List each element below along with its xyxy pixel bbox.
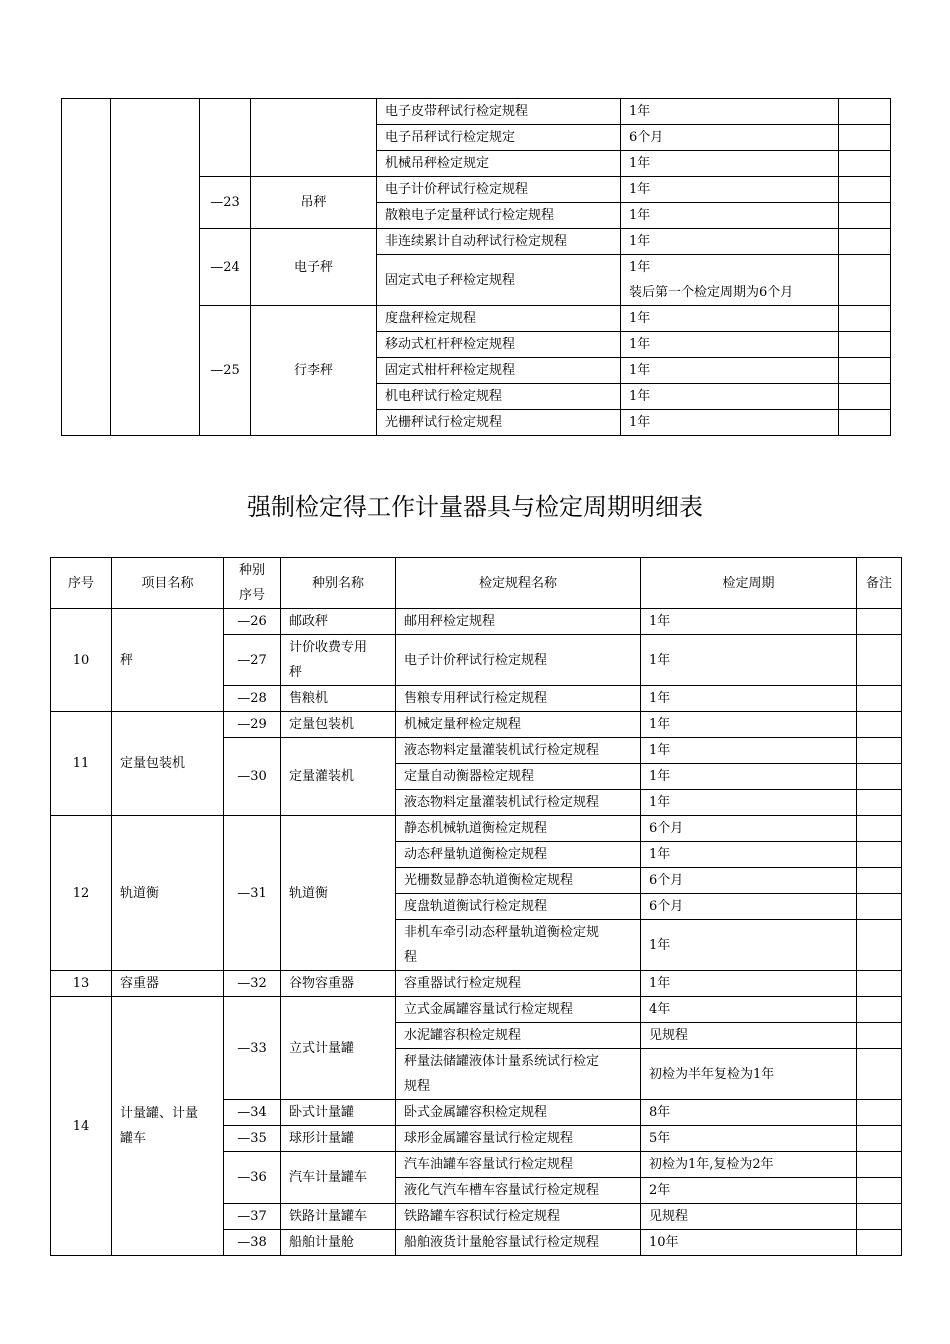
regulation-cell: 船舶液货计量舱容量试行检定规程: [396, 1230, 641, 1256]
period-cell: 1年: [621, 203, 839, 229]
remark-cell: [857, 1178, 902, 1204]
type-name-cell: 铁路计量罐车: [281, 1204, 396, 1230]
regulation-cell: 液态物料定量灌装机试行检定规程: [396, 790, 641, 816]
seq-cell: 11: [51, 712, 112, 816]
regulation-cell: 邮用秤检定规程: [396, 609, 641, 635]
item-name-cell: [111, 99, 200, 436]
regulation-cell: 固定式柑杆秤检定规程: [377, 358, 621, 384]
regulation-cell: 静态机械轨道衡检定规程: [396, 816, 641, 842]
period-cell: [621, 255, 839, 306]
remark-cell: [857, 1230, 902, 1256]
type-code-cell: —26: [224, 609, 281, 635]
type-name-cell: 邮政秤: [281, 609, 396, 635]
table-row: [51, 712, 902, 738]
regulation-cell: [396, 1049, 641, 1100]
period-cell: 1年: [641, 686, 857, 712]
item-name-cell: 定量包装机: [112, 712, 224, 816]
remark-cell: [839, 255, 891, 306]
regulation-cell: 度盘轨道衡试行检定规程: [396, 894, 641, 920]
type-name-cell: 谷物容重器: [281, 971, 396, 997]
regulation-cell: 移动式杠杆秤检定规程: [377, 332, 621, 358]
type-code-cell: —29: [224, 712, 281, 738]
table-row: [51, 816, 902, 842]
item-name-cell: 轨道衡: [112, 816, 224, 971]
continuation-table: [61, 98, 891, 436]
remark-cell: [857, 1152, 902, 1178]
seq-cell: [62, 99, 111, 436]
period-cell: 6个月: [641, 868, 857, 894]
regulation-cell: 液态物料定量灌装机试行检定规程: [396, 738, 641, 764]
remark-cell: [839, 358, 891, 384]
remark-cell: [857, 635, 902, 686]
item-name-cell-line: 罐车: [120, 1131, 147, 1146]
type-name-cell: 球形计量罐: [281, 1126, 396, 1152]
period-cell: 6个月: [641, 816, 857, 842]
header-type-code-line: 种别: [238, 563, 265, 578]
type-name-cell: 电子秤: [251, 229, 377, 306]
type-code-cell: —32: [224, 971, 281, 997]
remark-cell: [857, 790, 902, 816]
header-type-code-line: 序号: [238, 588, 265, 603]
remark-cell: [839, 177, 891, 203]
type-name-cell: [281, 635, 396, 686]
regulation-cell: 度盘秤检定规程: [377, 306, 621, 332]
period-cell: 初检为1年,复检为2年: [641, 1152, 857, 1178]
period-cell: 1年: [641, 971, 857, 997]
period-cell: 1年: [621, 177, 839, 203]
regulation-cell-line: 秤量法储罐液体计量系统试行检定: [404, 1054, 600, 1069]
period-cell: 1年: [621, 358, 839, 384]
seq-cell: 12: [51, 816, 112, 971]
regulation-cell: 球形金属罐容量试行检定规程: [396, 1126, 641, 1152]
header-seq: 序号: [51, 558, 112, 609]
type-code-cell: —24: [200, 229, 251, 306]
page-title: 强制检定得工作计量器具与检定周期明细表: [247, 493, 703, 521]
period-cell: 1年: [641, 738, 857, 764]
remark-cell: [839, 306, 891, 332]
period-cell: 6个月: [621, 125, 839, 151]
period-cell: 1年: [641, 609, 857, 635]
regulation-cell-line: 规程: [404, 1079, 431, 1094]
type-name-cell: 轨道衡: [281, 816, 396, 971]
regulation-cell-line: 程: [404, 950, 418, 965]
period-cell: 1年: [641, 764, 857, 790]
header-period: 检定周期: [641, 558, 857, 609]
remark-cell: [857, 997, 902, 1023]
remark-cell: [857, 1100, 902, 1126]
regulation-cell: 卧式金属罐容积检定规程: [396, 1100, 641, 1126]
remark-cell: [839, 125, 891, 151]
regulation-cell: 电子吊秤试行检定规定: [377, 125, 621, 151]
type-name-cell: 船舶计量舱: [281, 1230, 396, 1256]
remark-cell: [839, 151, 891, 177]
type-name-cell: 立式计量罐: [281, 997, 396, 1100]
type-code-cell: —33: [224, 997, 281, 1100]
remark-cell: [857, 1204, 902, 1230]
type-name-cell: 吊秤: [251, 177, 377, 229]
regulation-cell: 电子计价秤试行检定规程: [377, 177, 621, 203]
type-name-cell: 汽车计量罐车: [281, 1152, 396, 1204]
type-name-cell: 定量包装机: [281, 712, 396, 738]
regulation-cell: 动态秤量轨道衡检定规程: [396, 842, 641, 868]
type-code-cell: —23: [200, 177, 251, 229]
remark-cell: [839, 384, 891, 410]
type-code-cell: —28: [224, 686, 281, 712]
seq-cell: 10: [51, 609, 112, 712]
period-cell: 1年: [641, 842, 857, 868]
remark-cell: [857, 816, 902, 842]
remark-cell: [857, 764, 902, 790]
period-cell: 1年: [641, 635, 857, 686]
regulation-cell: 电子计价秤试行检定规程: [396, 635, 641, 686]
remark-cell: [839, 203, 891, 229]
remark-cell: [857, 609, 902, 635]
type-code-cell: —27: [224, 635, 281, 686]
period-cell: 2年: [641, 1178, 857, 1204]
period-cell: 1年: [641, 920, 857, 971]
regulation-cell-line: 非机车牵引动态秤量轨道衡检定规: [404, 925, 600, 940]
type-code-cell: —37: [224, 1204, 281, 1230]
remark-cell: [839, 99, 891, 125]
item-name-cell: 秤: [112, 609, 224, 712]
period-cell: 1年: [621, 229, 839, 255]
seq-cell: 13: [51, 971, 112, 997]
regulation-cell: 固定式电子秤检定规程: [377, 255, 621, 306]
item-name-cell: 容重器: [112, 971, 224, 997]
regulation-cell: 定量自动衡器检定规程: [396, 764, 641, 790]
table-row: [51, 609, 902, 635]
regulation-cell: 汽车油罐车容量试行检定规程: [396, 1152, 641, 1178]
type-name-cell: [251, 99, 377, 177]
type-code-cell: —35: [224, 1126, 281, 1152]
period-cell: 1年: [621, 332, 839, 358]
remark-cell: [857, 868, 902, 894]
regulation-cell: 铁路罐车容积试行检定规程: [396, 1204, 641, 1230]
remark-cell: [839, 229, 891, 255]
type-code-cell: —31: [224, 816, 281, 971]
regulation-cell: 机械吊秤检定规定: [377, 151, 621, 177]
remark-cell: [857, 1049, 902, 1100]
regulation-cell: 液化气汽车槽车容量试行检定规程: [396, 1178, 641, 1204]
regulation-cell: 水泥罐容积检定规程: [396, 1023, 641, 1049]
item-name-cell-line: 计量罐、计量: [120, 1106, 199, 1121]
type-name-cell: 卧式计量罐: [281, 1100, 396, 1126]
type-code-cell: —38: [224, 1230, 281, 1256]
period-cell: 1年: [621, 99, 839, 125]
type-name-cell: 定量灌装机: [281, 738, 396, 816]
header-item-name: 项目名称: [112, 558, 224, 609]
regulation-cell: [396, 920, 641, 971]
period-cell: 4年: [641, 997, 857, 1023]
header-regulation: 检定规程名称: [396, 558, 641, 609]
period-cell-line: 装后第一个检定周期为6个月: [629, 285, 794, 300]
period-cell: 1年: [621, 384, 839, 410]
period-cell: 1年: [641, 712, 857, 738]
period-cell: 1年: [621, 410, 839, 436]
type-name-cell: 售粮机: [281, 686, 396, 712]
period-cell: 10年: [641, 1230, 857, 1256]
remark-cell: [857, 1126, 902, 1152]
regulation-cell: 散粮电子定量秤试行检定规程: [377, 203, 621, 229]
remark-cell: [857, 1023, 902, 1049]
item-name-cell: [112, 997, 224, 1256]
type-name-cell-line: 秤: [289, 665, 303, 680]
type-code-cell: —30: [224, 738, 281, 816]
remark-cell: [857, 971, 902, 997]
period-cell: 见规程: [641, 1023, 857, 1049]
remark-cell: [839, 410, 891, 436]
remark-cell: [839, 332, 891, 358]
table-header-row: [51, 558, 902, 609]
type-code-cell: —34: [224, 1100, 281, 1126]
remark-cell: [857, 920, 902, 971]
period-cell: 见规程: [641, 1204, 857, 1230]
table-row: [51, 997, 902, 1023]
remark-cell: [857, 894, 902, 920]
period-cell: 6个月: [641, 894, 857, 920]
table-row: [51, 971, 902, 997]
regulation-cell: 容重器试行检定规程: [396, 971, 641, 997]
header-type-name: 种别名称: [281, 558, 396, 609]
regulation-cell: 机电秤试行检定规程: [377, 384, 621, 410]
remark-cell: [857, 712, 902, 738]
regulation-cell: 售粮专用秤试行检定规程: [396, 686, 641, 712]
remark-cell: [857, 738, 902, 764]
period-cell: 1年: [621, 306, 839, 332]
period-cell: 5年: [641, 1126, 857, 1152]
type-code-cell: —36: [224, 1152, 281, 1204]
type-name-cell-line: 计价收费专用: [289, 640, 368, 655]
header-remark: 备注: [857, 558, 902, 609]
period-cell: 8年: [641, 1100, 857, 1126]
remark-cell: [857, 686, 902, 712]
type-code-cell: [200, 99, 251, 177]
period-cell: 1年: [641, 790, 857, 816]
table-row: [62, 99, 891, 125]
regulation-cell: 光栅秤试行检定规程: [377, 410, 621, 436]
verification-table: [50, 557, 902, 1256]
regulation-cell: 非连续累计自动秤试行检定规程: [377, 229, 621, 255]
period-cell-line: 1年: [629, 260, 651, 275]
period-cell: 初检为半年复检为1年: [641, 1049, 857, 1100]
type-name-cell: 行李秤: [251, 306, 377, 436]
regulation-cell: 光栅数显静态轨道衡检定规程: [396, 868, 641, 894]
regulation-cell: 电子皮带秤试行检定规程: [377, 99, 621, 125]
type-code-cell: —25: [200, 306, 251, 436]
remark-cell: [857, 842, 902, 868]
regulation-cell: 机械定量秤检定规程: [396, 712, 641, 738]
seq-cell: 14: [51, 997, 112, 1256]
header-type-code: [224, 558, 281, 609]
period-cell: 1年: [621, 151, 839, 177]
regulation-cell: 立式金属罐容量试行检定规程: [396, 997, 641, 1023]
